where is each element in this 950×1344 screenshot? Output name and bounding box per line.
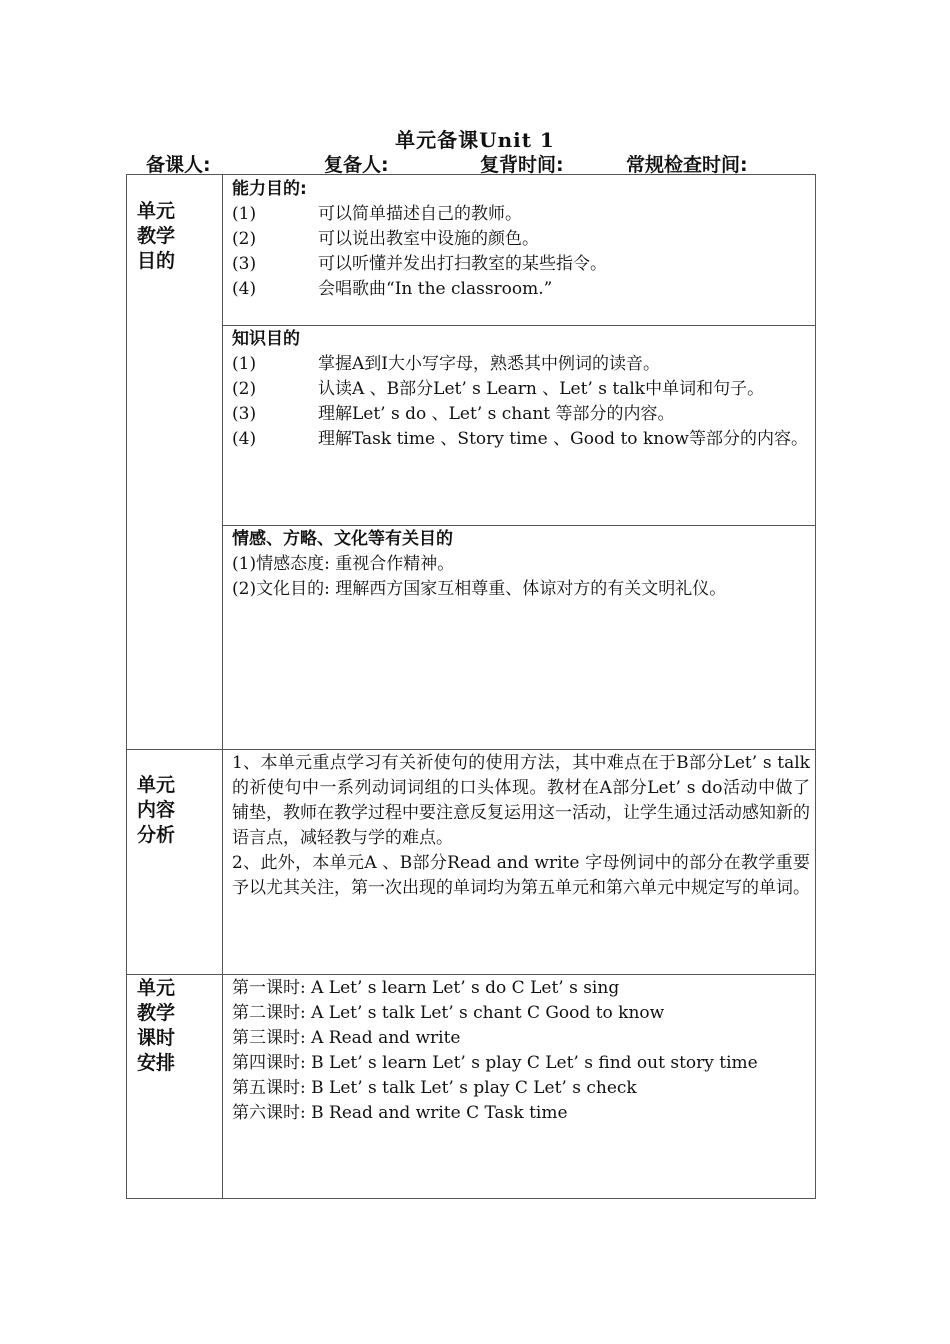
row-divider	[222, 525, 815, 526]
row-divider	[222, 325, 815, 326]
list-item: (1) 掌握A到I大小写字母，熟悉其中例词的读音。	[232, 354, 660, 374]
analysis-label: 单元 内容 分析	[137, 774, 176, 846]
schedule-content	[232, 976, 810, 1126]
goals-label: 单元 教学 目的	[137, 200, 176, 272]
list-item: (3) 可以听懂并发出打扫教室的某些指令。	[232, 254, 607, 274]
lesson-item: 第四课时: B Let’ s learn Let’ s play C Let’ s find out story time	[232, 1053, 758, 1073]
analysis-content	[232, 751, 810, 901]
analysis-paragraph: 1、本单元重点学习有关祈使句的使用方法，其中难点在于B部分Let’ s talk的祈使句中一系列动词词组的口头体现。教材在A部分Let’ s do活动中做了铺垫，教师在教学过程中要注意反复运用这一活动，让学生通过活动感知新的语言点，减轻教与学的难点。	[232, 753, 810, 848]
list-item: (3) 理解Let’ s do 、Let’ s chant 等部分的内容。	[232, 404, 675, 424]
ability-goals	[232, 177, 810, 302]
lesson-item: 第一课时: A Let’ s learn Let’ s do C Let’ s sing	[232, 978, 620, 998]
lesson-item: 第二课时: A Let’ s talk Let’ s chant C Good to know	[232, 1003, 665, 1023]
list-item: (2) 认读A 、B部分Let’ s Learn 、Let’ s talk中单词和句子。	[232, 379, 765, 399]
ability-heading: 能力目的:	[232, 179, 307, 199]
list-item: (1)情感态度: 重视合作精神。	[232, 554, 455, 574]
list-item: (2)文化目的: 理解西方国家互相尊重、体谅对方的有关文明礼仪。	[232, 579, 727, 599]
list-item: (1) 可以简单描述自己的教师。	[232, 204, 522, 224]
page-title: 单元备课Unit 1	[395, 128, 555, 152]
emotion-goals	[232, 527, 810, 602]
lesson-plan-table	[126, 174, 816, 1199]
knowledge-goals	[232, 327, 810, 452]
list-item: (4) 理解Task time 、Story time 、Good to know等部分的内容。	[232, 429, 808, 449]
emotion-heading: 情感、方略、文化等有关目的	[232, 529, 453, 549]
analysis-paragraph: 2、此外，本单元A 、B部分Read and write 字母例词中的部分在教学重要予以尤其关注，第一次出现的单词均为第五单元和第六单元中规定写的单词。	[232, 853, 810, 898]
list-item: (4) 会唱歌曲“In the classroom.”	[232, 279, 553, 299]
row-divider	[127, 749, 815, 750]
list-item: (2) 可以说出教室中设施的颜色。	[232, 229, 539, 249]
preparer-label: 备课人:	[146, 154, 211, 176]
lesson-item: 第三课时: A Read and write	[232, 1028, 461, 1048]
lesson-item: 第五课时: B Let’ s talk Let’ s play C Let’ s check	[232, 1078, 637, 1098]
lesson-item: 第六课时: B Read and write C Task time	[232, 1103, 568, 1123]
row-divider	[127, 974, 815, 975]
check-time-label: 常规检查时间:	[626, 154, 748, 176]
review-time-label: 复背时间:	[480, 154, 564, 176]
reviewer-label: 复备人:	[324, 154, 389, 176]
column-divider	[222, 175, 223, 1198]
knowledge-heading: 知识目的	[232, 329, 300, 349]
schedule-label: 单元 教学 课时 安排	[137, 977, 176, 1074]
